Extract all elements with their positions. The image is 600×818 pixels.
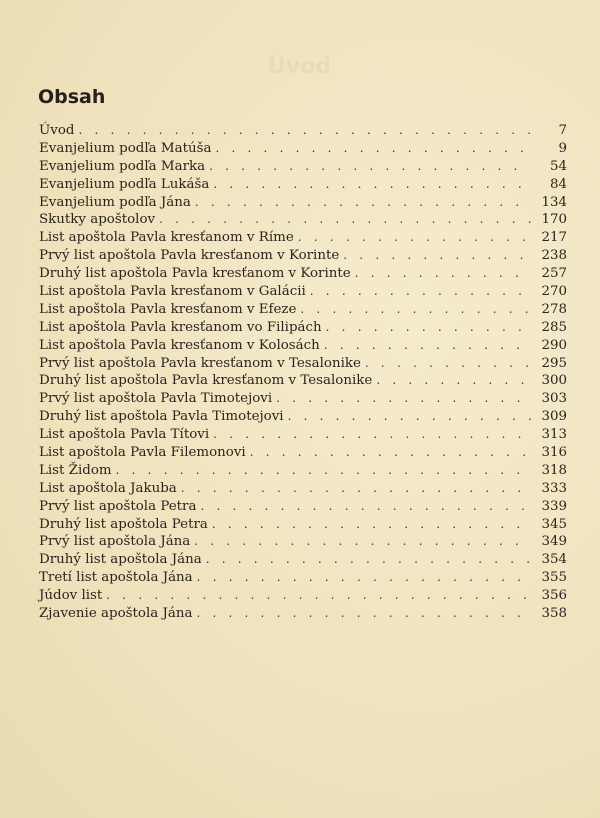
- toc-entry: [39, 587, 567, 605]
- dot-leader: [106, 587, 531, 605]
- dot-leader: [116, 462, 531, 480]
- dot-leader: [196, 605, 531, 623]
- toc-entry-page-number: 313: [541, 427, 567, 443]
- dot-leader: [200, 498, 531, 516]
- toc-entry: [39, 176, 567, 194]
- dot-leader: [288, 408, 531, 426]
- toc-entry-page-number: 349: [541, 534, 567, 550]
- toc-entry-title: List apoštola Pavla kresťanom vo Filipách: [39, 319, 322, 335]
- dot-leader: [209, 158, 531, 176]
- dot-leader: [324, 337, 531, 355]
- toc-entry-title: Júdov list: [39, 588, 103, 604]
- toc-entry: [39, 247, 567, 265]
- toc-entry-title: List apoštola Pavla kresťanom v Galácii: [39, 284, 306, 300]
- toc-entry-title: Evanjelium podľa Jána: [39, 194, 191, 210]
- toc-entry: [39, 551, 567, 569]
- dot-leader: [276, 390, 531, 408]
- toc-entry: [39, 480, 567, 498]
- toc-entry: [39, 122, 567, 140]
- toc-entry: [39, 533, 567, 551]
- toc-entry-page-number: 358: [541, 606, 567, 622]
- toc-entry-page-number: 84: [549, 176, 567, 192]
- dot-leader: [181, 480, 531, 498]
- toc-entry-title: List apoštola Pavla kresťanom v Ríme: [39, 230, 294, 246]
- dot-leader: [215, 140, 531, 158]
- toc-entry-page-number: 278: [541, 301, 567, 317]
- toc-entry-page-number: 238: [541, 248, 567, 264]
- dot-leader: [365, 355, 531, 373]
- toc-entry-page-number: 290: [541, 337, 567, 353]
- toc-entry: [39, 283, 567, 301]
- toc-entry-title: Druhý list apoštola Pavla Timotejovi: [39, 409, 284, 425]
- toc-entry: [39, 319, 567, 337]
- toc-entry: [39, 355, 567, 373]
- toc-entry-title: Prvý list apoštola Pavla Timotejovi: [39, 391, 273, 407]
- toc-entry: [39, 337, 567, 355]
- dot-leader: [213, 426, 531, 444]
- toc-entry-page-number: 257: [541, 266, 567, 282]
- toc-entry-title: Tretí list apoštola Jána: [39, 570, 193, 586]
- toc-entry-title: Prvý list apoštola Jána: [39, 534, 191, 550]
- toc-entry-page-number: 333: [541, 480, 567, 496]
- toc-entry: [39, 569, 567, 587]
- toc-entry-page-number: 318: [541, 462, 567, 478]
- dot-leader: [159, 211, 531, 229]
- toc-entry-title: Evanjelium podľa Marka: [39, 158, 206, 174]
- toc-entry-page-number: 345: [541, 516, 567, 532]
- toc-entry-title: Zjavenie apoštola Jána: [39, 606, 193, 622]
- toc-entry-title: Druhý list apoštola Petra: [39, 516, 208, 532]
- toc-entry-title: List apoštola Pavla Filemonovi: [39, 445, 246, 461]
- dot-leader: [343, 247, 531, 265]
- toc-entry: [39, 372, 567, 390]
- table-of-contents: [39, 122, 567, 623]
- toc-entry-title: List apoštola Jakuba: [39, 480, 177, 496]
- toc-entry-page-number: 134: [541, 194, 567, 210]
- toc-entry-title: Druhý list apoštola Pavla kresťanom v Tesalonike: [39, 373, 373, 389]
- toc-entry-page-number: 295: [541, 355, 567, 371]
- toc-entry: [39, 265, 567, 283]
- bleed-through-heading: Úvod: [268, 54, 332, 79]
- toc-entry-page-number: 356: [541, 588, 567, 604]
- toc-entry: [39, 498, 567, 516]
- dot-leader: [250, 444, 531, 462]
- toc-entry: [39, 390, 567, 408]
- toc-entry-page-number: 54: [549, 158, 567, 174]
- toc-entry: [39, 426, 567, 444]
- dot-leader: [355, 265, 531, 283]
- toc-entry-page-number: 300: [541, 373, 567, 389]
- dot-leader: [376, 372, 531, 390]
- toc-entry-title: List apoštola Pavla kresťanom v Efeze: [39, 301, 297, 317]
- toc-entry-page-number: 285: [541, 319, 567, 335]
- toc-entry: [39, 229, 567, 247]
- toc-entry-page-number: 217: [541, 230, 567, 246]
- toc-entry: [39, 605, 567, 623]
- toc-entry-title: Prvý list apoštola Petra: [39, 498, 197, 514]
- toc-entry-title: List Židom: [39, 462, 112, 478]
- dot-leader: [213, 176, 531, 194]
- toc-entry: [39, 462, 567, 480]
- toc-entry-page-number: 339: [541, 498, 567, 514]
- toc-entry: [39, 408, 567, 426]
- toc-entry-page-number: 309: [541, 409, 567, 425]
- toc-entry-title: List apoštola Pavla Títovi: [39, 427, 210, 443]
- toc-entry-page-number: 9: [558, 140, 567, 156]
- toc-entry-page-number: 170: [541, 212, 567, 228]
- dot-leader: [310, 283, 531, 301]
- toc-entry-title: Druhý list apoštola Pavla kresťanom v Korinte: [39, 266, 351, 282]
- toc-entry: [39, 444, 567, 462]
- toc-entry: [39, 516, 567, 534]
- toc-entry-title: Skutky apoštolov: [39, 212, 156, 228]
- dot-leader: [206, 551, 531, 569]
- dot-leader: [194, 533, 531, 551]
- toc-entry-page-number: 270: [541, 284, 567, 300]
- toc-entry-page-number: 354: [541, 552, 567, 568]
- dot-leader: [197, 569, 531, 587]
- toc-entry-title: Prvý list apoštola Pavla kresťanom v Korinte: [39, 248, 340, 264]
- toc-entry: [39, 194, 567, 212]
- page-title: Obsah: [38, 86, 106, 108]
- toc-entry-page-number: 303: [541, 391, 567, 407]
- toc-entry-page-number: 316: [541, 445, 567, 461]
- toc-entry: [39, 158, 567, 176]
- toc-entry-title: List apoštola Pavla kresťanom v Kolosách: [39, 337, 320, 353]
- toc-entry: [39, 211, 567, 229]
- toc-entry-title: Prvý list apoštola Pavla kresťanom v Tesalonike: [39, 355, 361, 371]
- dot-leader: [326, 319, 531, 337]
- dot-leader: [298, 229, 531, 247]
- toc-entry-page-number: 7: [558, 123, 567, 138]
- toc-entry-title: Evanjelium podľa Lukáša: [39, 176, 210, 192]
- dot-leader: [78, 122, 531, 140]
- toc-entry-page-number: 355: [541, 570, 567, 586]
- toc-entry-title: Úvod: [39, 123, 75, 138]
- toc-entry-title: Druhý list apoštola Jána: [39, 552, 202, 568]
- dot-leader: [212, 516, 531, 534]
- toc-entry-title: Evanjelium podľa Matúša: [39, 140, 212, 156]
- dot-leader: [300, 301, 531, 319]
- dot-leader: [195, 194, 531, 212]
- toc-entry: [39, 301, 567, 319]
- toc-entry: [39, 140, 567, 158]
